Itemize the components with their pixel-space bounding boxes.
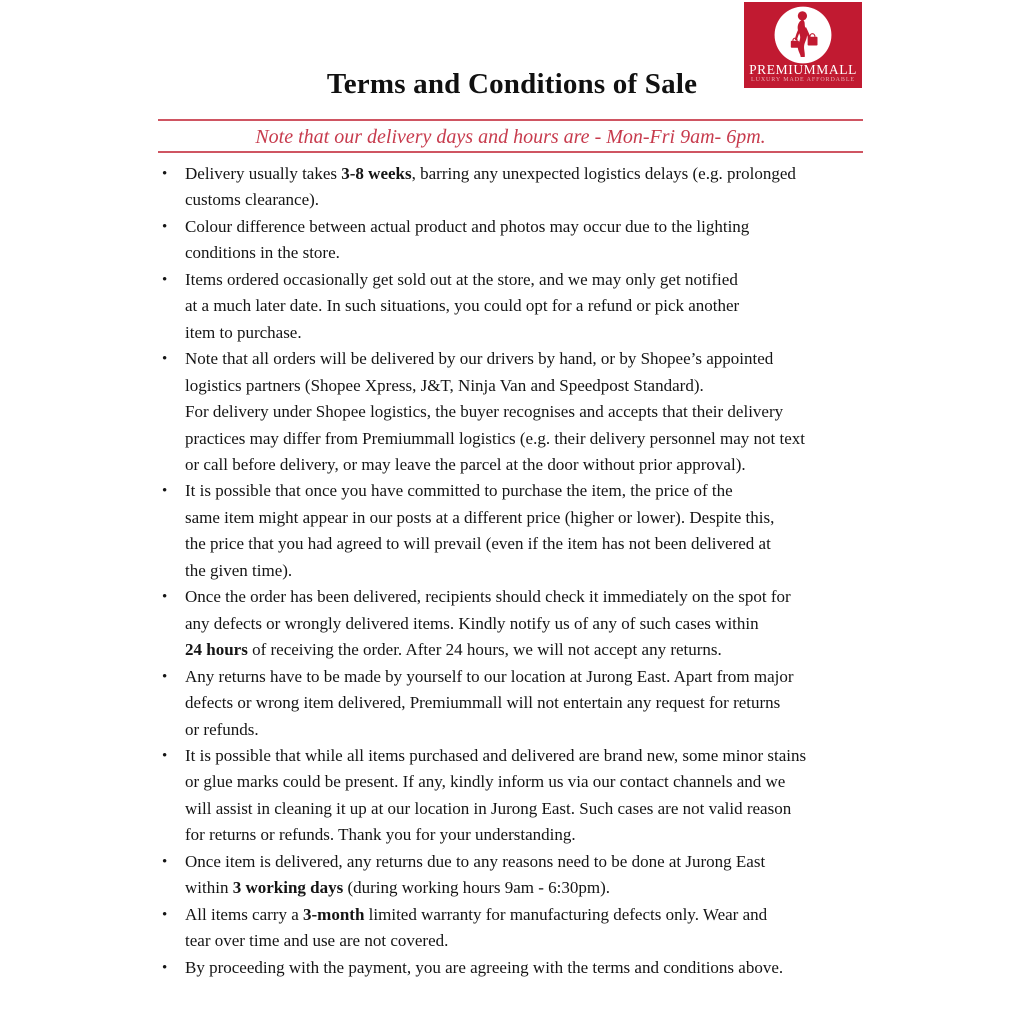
bullet-icon: • [162, 589, 168, 606]
term-item [162, 478, 882, 584]
term-text: All items carry a 3-month limited warranty for manufacturing defects only. Wear and tear over time and use are not covered. [185, 904, 768, 951]
term-text: Note that all orders will be delivered by our drivers by hand, or by Shopee’s appointed logistics partners (Shopee Xpress, J&T, Ninja Van and Speedpost Standard). For delivery under Shopee logistics, the buyer recognises and accepts that their delivery practices may differ from Premiummall logistics (e.g. their delivery personnel may not text or call before delivery, or may leave the parcel at the door without prior approval). [185, 349, 806, 474]
bullet-icon: • [162, 959, 168, 976]
term-text: Delivery usually takes 3-8 weeks, barring any unexpected logistics delays (e.g. prolonged customs clearance). [185, 164, 796, 210]
bullet-icon: • [162, 166, 168, 182]
term-text: Once item is delivered, any returns due to any reasons need to be done at Jurong East within 3 working days (during working hours 9am - 6:30pm). [185, 851, 766, 898]
bullet-icon: • [162, 906, 168, 923]
logo-tagline-text: LUXURY MADE AFFORDABLE [751, 77, 855, 83]
bullet-icon: • [162, 351, 168, 368]
term-item [162, 955, 882, 981]
term-text: Items ordered occasionally get sold out at the store, and we may only get notified at a much later date. In such situations, you could opt for a refund or pick another item to purchase. [185, 269, 740, 342]
terms-list [162, 161, 882, 981]
bullet-icon: • [162, 747, 168, 764]
delivery-hours-note: Note that our delivery days and hours are - Mon-Fri 9am- 6pm. [255, 126, 766, 148]
term-text: By proceeding with the payment, you are agreeing with the terms and conditions above. [185, 957, 784, 977]
term-item [162, 664, 882, 743]
term-item [162, 214, 882, 267]
term-item [162, 849, 882, 902]
bullet-icon: • [162, 218, 168, 235]
bullet-icon: • [162, 853, 168, 870]
divider-line-bottom [158, 151, 863, 153]
term-text: Once the order has been delivered, recipients should check it immediately on the spot for any defects or wrongly delivered items. Kindly notify us of any of such cases within 24 hours of receiving the order. After 24 hours, we will not accept any returns. [185, 587, 791, 660]
divider-line-top [158, 119, 863, 121]
term-item [162, 346, 882, 478]
term-item [162, 267, 882, 346]
term-item [162, 584, 882, 663]
page-title: Terms and Conditions of Sale [326, 68, 698, 100]
woman-with-shopping-bags-icon [774, 6, 832, 64]
bullet-icon: • [162, 271, 168, 288]
bullet-icon: • [162, 483, 168, 500]
term-text: It is possible that once you have committed to purchase the item, the price of the same item might appear in our posts at a different price (higher or lower). Despite this, the price that you had agreed to will prevail (even if the item has not been delivered at the given time). [185, 481, 775, 580]
term-item [162, 902, 882, 955]
term-text: Colour difference between actual product and photos may occur due to the lighting conditions in the store. [185, 216, 750, 263]
logo-brand-text: PREMIUMMALL [749, 62, 857, 77]
term-item [162, 743, 882, 849]
term-text: It is possible that while all items purchased and delivered are brand new, some minor stains or glue marks could be present. If any, kindly inform us via our contact channels and we will assist in cleaning it up at our location in Jurong East. Such cases are not valid reason for returns or refunds. Thank you for your understanding. [185, 745, 807, 845]
bullet-icon: • [162, 668, 168, 685]
term-item [162, 161, 882, 214]
term-text: Any returns have to be made by yourself to our location at Jurong East. Apart from major defects or wrong item delivered, Premiummall will not entertain any request for returns or refunds. [185, 666, 794, 739]
